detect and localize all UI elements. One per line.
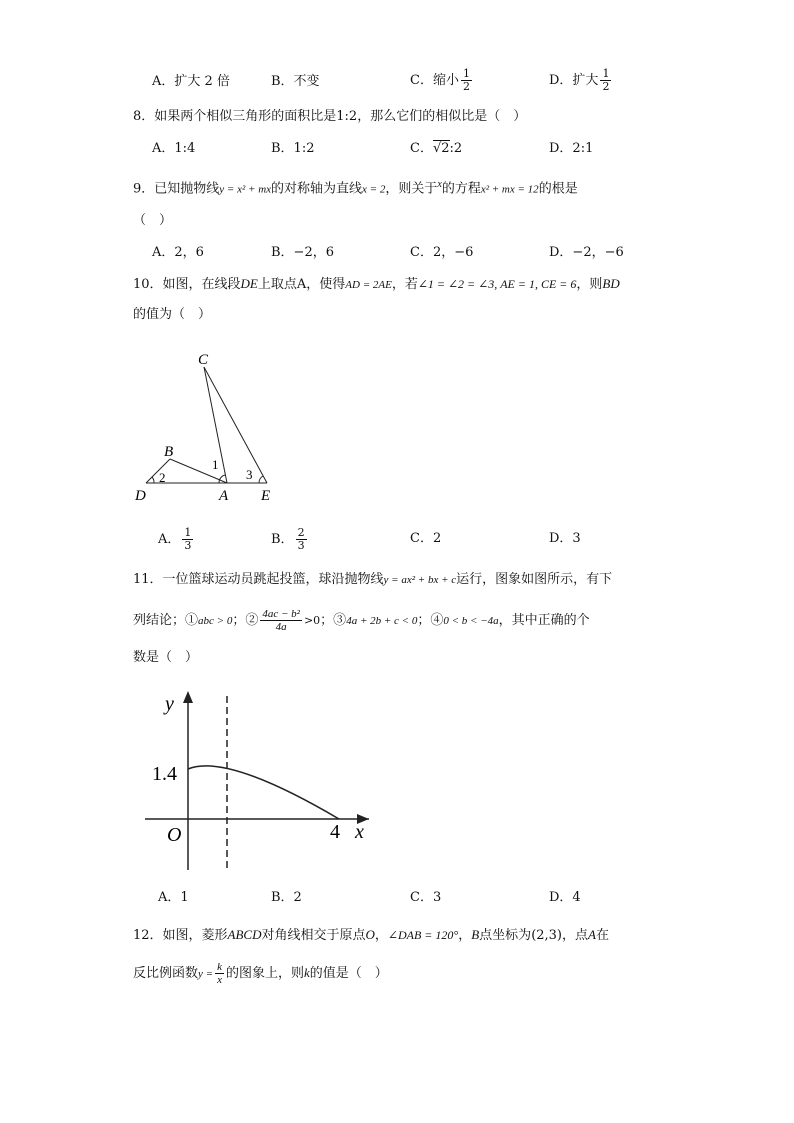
q8-option-d: D．2:1 bbox=[549, 141, 594, 156]
sqrt: √2 bbox=[432, 141, 450, 156]
x-axis-label: x bbox=[355, 821, 364, 843]
q10-triangle-figure bbox=[130, 345, 290, 510]
y-axis-arrow bbox=[183, 691, 193, 703]
label-angle-1: 1 bbox=[212, 457, 219, 472]
q7-option-d: D．扩大 $\frac{1}{2}$ bbox=[549, 67, 610, 93]
q11-parabola-graph bbox=[145, 688, 385, 878]
q11-option-b: B．2 bbox=[271, 890, 302, 905]
q10-option-d: D．3 bbox=[549, 531, 581, 546]
angle-3-arc bbox=[259, 476, 263, 483]
fraction: $\frac{\text{4ac − b²}}{4a}$ bbox=[262, 608, 300, 633]
q7-option-b: B．不变 bbox=[271, 74, 320, 89]
fraction: $\frac{1}{2}$ bbox=[602, 67, 610, 93]
q11-conclusions: 列结论；①abc > 0；② $\frac{\text{4ac − b²}}{4a}$ >0；③4a + 2b + c < 0；④0 < b < −4a，其中正确的个 bbox=[133, 608, 590, 633]
q10-stem-line2: 的值为（ ） bbox=[133, 307, 212, 322]
q10-option-c: C．2 bbox=[410, 531, 442, 546]
q11-option-a: A．1 bbox=[158, 890, 189, 905]
fraction: $\frac{k}{x}$ bbox=[217, 961, 222, 986]
q9-stem: 9．已知抛物线y = x² + mx的对称轴为直线x = 2，则关于$^x$的方程x² + mx = 12的根是 bbox=[133, 179, 578, 197]
q9-option-c: C．2，−6 bbox=[410, 245, 474, 260]
q9-option-a: A．2，6 bbox=[152, 245, 204, 260]
label-a: A bbox=[219, 488, 229, 504]
q8-stem: 8．如果两个相似三角形的面积比是1:2，那么它们的相似比是（ ） bbox=[133, 109, 527, 124]
q10-stem: 10．如图，在线段DE上取点A，使得AD = 2AE，若∠1 = ∠2 = ∠3, AE = 1, CE = 6，则BD bbox=[133, 276, 620, 292]
origin-label: O bbox=[167, 824, 182, 846]
q8-option-b: B．1:2 bbox=[271, 141, 315, 156]
segment-db bbox=[146, 459, 170, 483]
angle-2-arc bbox=[152, 477, 154, 483]
y-axis-label: y bbox=[165, 693, 174, 715]
q9-option-b: B．−2，6 bbox=[271, 245, 334, 260]
q11-option-d: D．4 bbox=[549, 890, 581, 905]
q8-option-c: C．√2:2 bbox=[410, 141, 463, 156]
label-angle-2: 2 bbox=[159, 470, 166, 485]
q12-stem: 12．如图，菱形ABCD对角线相交于原点O，∠DAB = 120°，B点坐标为(2,3)，点A在 bbox=[133, 927, 609, 943]
label-angle-3: 3 bbox=[246, 467, 253, 482]
fraction: $\frac{1}{2}$ bbox=[462, 67, 470, 93]
label-d: D bbox=[135, 488, 146, 504]
q12-stem-line2: 反比例函数y = $\frac{k}{x}$ 的图象上，则k的值是（ ） bbox=[133, 961, 388, 986]
label-b: B bbox=[164, 444, 174, 460]
x-tick-label: 4 bbox=[330, 821, 340, 843]
q7-option-a: A．扩大 2 倍 bbox=[152, 74, 230, 89]
parabola-curve bbox=[188, 766, 339, 819]
label-c: C bbox=[198, 352, 209, 368]
q9-answer-paren: （ ） bbox=[133, 213, 173, 228]
fraction: $\frac{2}{3}$ bbox=[297, 526, 305, 552]
fraction: $\frac{1}{3}$ bbox=[184, 526, 192, 552]
q10-option-b: B． $\frac{2}{3}$ bbox=[271, 526, 305, 552]
q7-option-c: C．缩小 $\frac{1}{2}$ bbox=[410, 67, 470, 93]
label-e: E bbox=[261, 488, 271, 504]
q11-stem-line3: 数是（ ） bbox=[133, 650, 199, 665]
q8-option-a: A．1:4 bbox=[152, 141, 196, 156]
y-tick-label: 1.4 bbox=[152, 763, 177, 785]
q10-option-a: A． $\frac{1}{3}$ bbox=[158, 526, 192, 552]
q11-stem: 11．一位篮球运动员跳起投篮，球沿抛物线y = ax² + bx + c运行，图象如图所示，有下 bbox=[133, 572, 613, 587]
q9-option-d: D．−2，−6 bbox=[549, 245, 624, 260]
q11-option-c: C．3 bbox=[410, 890, 442, 905]
